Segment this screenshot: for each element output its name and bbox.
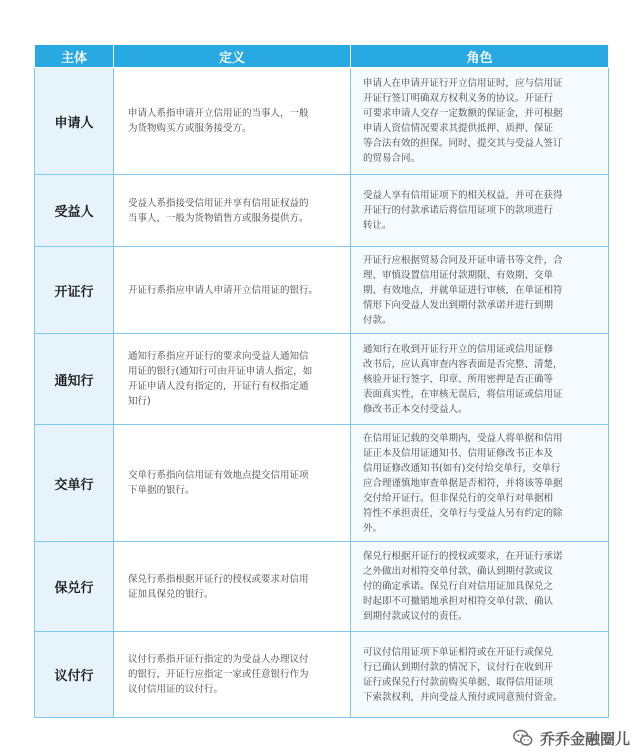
role-text: 通知行在收到开证行开立的信用证或信用证修 改书后，应认真审查内容表面是否完整、清楚， 核验开证行签字、印章、所用密押是否正确等 表面真实性，在审核无误后，将信用证或信用证 修改书正本交付受益人。 <box>363 343 563 415</box>
subject-cell: 保兑行 <box>35 542 114 632</box>
role-text: 在信用证记载的交单期内，受益人将单据和信用 证正本及信用证通知书、信用证修改书正本及 信用证修改通知书(如有)交付给交单行，交单行 应合理谨慎地审查单据是否相符，并将该等单据 交付给开证行。但非保兑行的交单行对单据相 符性不承担责任，交单行与受益人另有约定的除 外。 <box>363 432 563 534</box>
table-row <box>35 334 609 425</box>
role-cell <box>351 247 609 334</box>
definition-text: 议付行系指开证行指定的为受益人办理议付 的银行，开证行应指定一家或任意银行作为 议付信用证的议付行。 <box>128 654 309 695</box>
table-row <box>35 632 609 718</box>
role-text: 申请人在申请开证行开立信用证时，应与信用证 开证行签订明确双方权利义务的协议。开证行 可要求申请人交存一定数额的保证金，并可根据 申请人资信情况要求其提供抵押、质押、保证 等合法有效的担保。同时，提交其与受益人签订 的贸易合同。 <box>363 78 563 164</box>
subject-cell: 申请人 <box>35 68 114 175</box>
role-text: 受益人享有信用证项下的相关权益，并可在获得 开证行的付款承诺后将信用证项下的款项进行 转让。 <box>363 190 563 231</box>
watermark <box>512 727 630 749</box>
definition-text: 开证行系指应申请人申请开立信用证的银行。 <box>128 284 319 296</box>
definition-text: 交单行系指向信用证有效地点提交信用证项 下单据的银行。 <box>128 470 309 496</box>
subject-cell: 通知行 <box>35 334 114 425</box>
subject-cell: 开证行 <box>35 247 114 334</box>
definition-cell <box>114 632 351 718</box>
header-definition: 定义 <box>114 45 351 68</box>
role-cell <box>351 334 609 425</box>
watermark-text: 乔乔金融圈儿 <box>539 729 630 748</box>
subject-cell: 议付行 <box>35 632 114 718</box>
roles-table <box>34 44 609 718</box>
definition-cell <box>114 247 351 334</box>
definition-cell <box>114 68 351 175</box>
table-header-row <box>35 45 609 68</box>
table-row <box>35 68 609 175</box>
role-text: 可议付信用证项下单证相符或在开证行或保兑 行已确认到期付款的情况下，议付行在收到开 证行或保兑行付款前购买单据、取得信用证项 下索款权利，并向受益人预付或同意预付资金。 <box>363 646 563 703</box>
definition-cell <box>114 175 351 247</box>
role-cell <box>351 632 609 718</box>
definition-text: 申请人系指申请开立信用证的当事人，一般 为货物购买方或服务接受方。 <box>128 108 309 134</box>
subject-cell: 交单行 <box>35 425 114 542</box>
definition-cell <box>114 542 351 632</box>
header-role: 角色 <box>351 45 609 68</box>
definition-cell <box>114 334 351 425</box>
role-cell <box>351 68 609 175</box>
role-cell <box>351 425 609 542</box>
subject-cell: 受益人 <box>35 175 114 247</box>
table-row <box>35 247 609 334</box>
header-subject: 主体 <box>35 45 114 68</box>
role-cell <box>351 175 609 247</box>
table-row <box>35 425 609 542</box>
table-row <box>35 542 609 632</box>
role-text: 保兑行根据开证行的授权或要求，在开证行承诺 之外做出对相符交单付款、确认到期付款或议 付的确定承诺。保兑行自对信用证加具保兑之 时起即不可撤销地承担对相符交单付款、确认 到期付款或议付的责任。 <box>363 551 563 622</box>
role-text: 开证行应根据贸易合同及开证申请书等文件，合 理、审慎设置信用证付款期限、有效期、交单 期、有效地点，并就单证进行审核，在单证相符 情形下向受益人发出到期付款承诺并进行到期 付款。 <box>363 254 563 326</box>
definition-text: 保兑行系指根据开证行的授权或要求对信用 证加具保兑的银行。 <box>128 573 309 600</box>
definition-text: 受益人系指接受信用证并享有信用证权益的 当事人，一般为货物销售方或服务提供方。 <box>128 197 309 224</box>
role-cell <box>351 542 609 632</box>
wechat-icon <box>512 727 534 749</box>
definition-text: 通知行系指应开证行的要求向受益人通知信 用证的银行(通知行可由开证申请人指定，如 开证申请人没有指定的，开证行有权指定通 知行) <box>128 351 313 407</box>
table-row <box>35 175 609 247</box>
definition-cell <box>114 425 351 542</box>
